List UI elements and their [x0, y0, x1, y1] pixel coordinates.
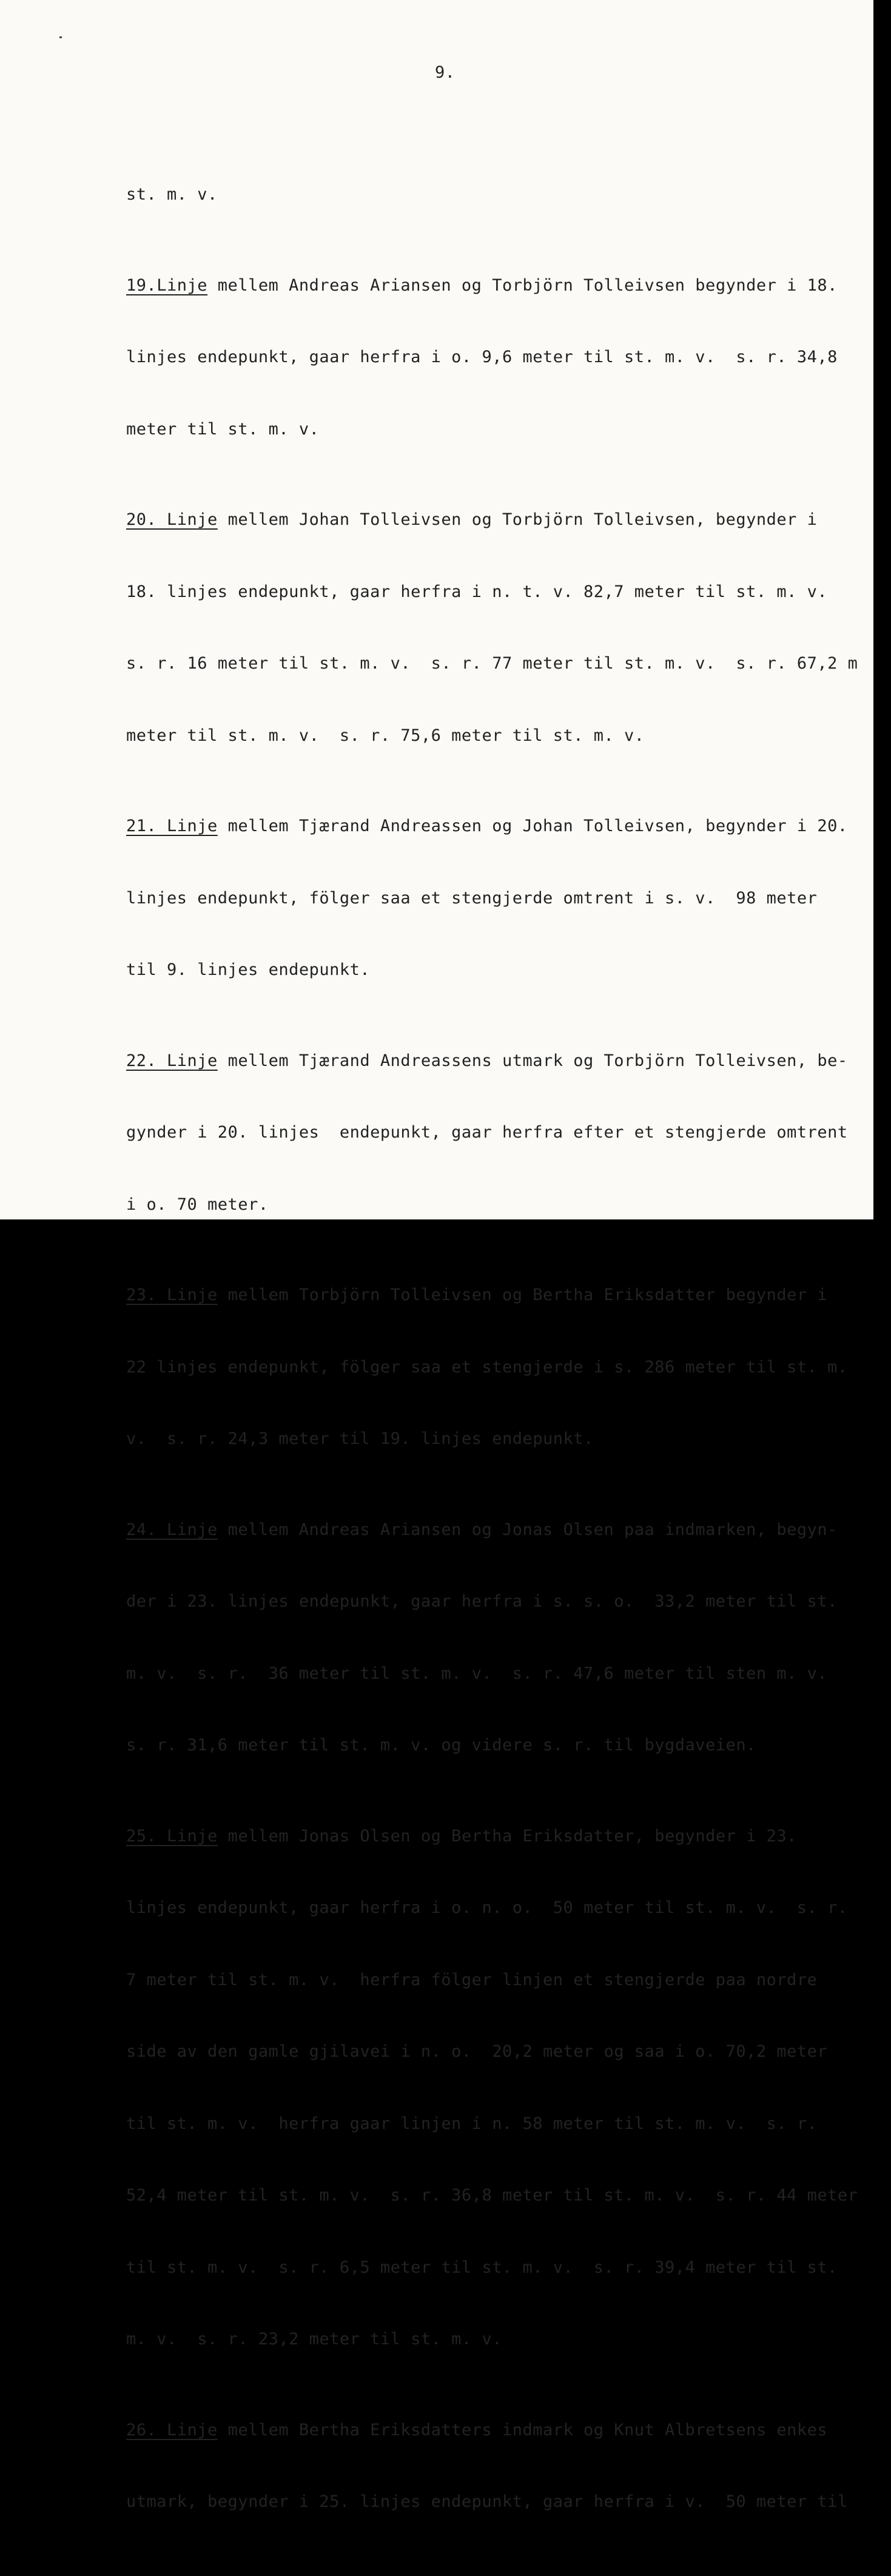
text-line: linjes endepunkt, gaar herfra i o. 9,6 meter til st. m. v. s. r. 34,8	[126, 348, 838, 366]
text-line: 24. Linje mellem Andreas Ariansen og Jonas Olsen paa indmarken, begyn-	[126, 1520, 838, 1539]
text-line: m. v. s. r. 23,2 meter til st. m. v.	[126, 2330, 502, 2348]
text-line: 20. Linje mellem Johan Tolleivsen og Torbjörn Tolleivsen, begynder i	[126, 510, 818, 529]
paper-speck	[59, 36, 62, 38]
text-line: 23. Linje mellem Torbjörn Tolleivsen og Bertha Eriksdatter begynder i	[126, 1286, 828, 1304]
text-line: s. r. 16 meter til st. m. v. s. r. 77 meter til st. m. v. s. r. 67,2 m	[126, 654, 858, 673]
text-line: 22 linjes endepunkt, fölger saa et stengjerde i s. 286 meter til st. m.	[126, 1357, 848, 1377]
text-line: 26. Linje mellem Bertha Eriksdatters indmark og Knut Albretsens enkes	[126, 2420, 828, 2439]
text-line: utmark, begynder i 25. linjes endepunkt, gaar herfra i v. 50 meter til	[126, 2492, 848, 2511]
text-line: til st. m. v. s. r. 6,5 meter til st. m. v. s. r. 39,4 meter til st.	[126, 2257, 838, 2277]
text-line: s. r. 31,6 meter til st. m. v. og videre s. r. til bygdaveien.	[126, 1736, 756, 1755]
text-line: til 9. linjes endepunkt.	[126, 960, 371, 979]
text-line: m. v. s. r. 36 meter til st. m. v. s. r. 47,6 meter til sten m. v.	[126, 1664, 828, 1683]
text-line: st. m. v.	[126, 185, 218, 204]
section-heading: 22. Linje	[126, 1051, 218, 1070]
text-line: meter til st. m. v.	[126, 419, 320, 439]
document-body	[126, 121, 858, 2576]
section-heading: 19.Linje	[126, 275, 208, 295]
text-line: 7 meter til st. m. v. herfra fölger linjen et stengjerde paa nordre	[126, 1970, 818, 1989]
text-line: v. s. r. 24,3 meter til 19. linjes endepunkt.	[126, 1429, 594, 1448]
section-heading: 21. Linje	[126, 817, 218, 835]
text-line: 19.Linje mellem Andreas Ariansen og Torbjörn Tolleivsen begynder i 18.	[126, 275, 838, 295]
text-line: 52,4 meter til st. m. v. s. r. 36,8 meter til st. m. v. s. r. 44 meter	[126, 2186, 858, 2205]
text-line: gynder i 20. linjes endepunkt, gaar herfra efter et stengjerde omtrent	[126, 1123, 848, 1142]
section-heading: 24. Linje	[126, 1520, 218, 1539]
text-line: der i 23. linjes endepunkt, gaar herfra i s. s. o. 33,2 meter til st.	[126, 1592, 838, 1611]
text-line: 25. Linje mellem Jonas Olsen og Bertha Eriksdatter, begynder i 23.	[126, 1826, 797, 1846]
text-line: til st. m. v. herfra gaar linjen i n. 58 meter til st. m. v. s. r.	[126, 2114, 818, 2133]
text-line: side av den gamle gjilavei i n. o. 20,2 meter og saa i o. 70,2 meter	[126, 2042, 828, 2061]
section-heading: 26. Linje	[126, 2420, 218, 2439]
text-line: 18. linjes endepunkt, gaar herfra i n. t. v. 82,7 meter til st. m. v.	[126, 582, 828, 601]
section-heading: 23. Linje	[126, 1286, 218, 1304]
text-line: meter til st. m. v. s. r. 75,6 meter til st. m. v.	[126, 726, 645, 745]
page-number: 9.	[435, 63, 456, 82]
text-line: 22. Linje mellem Tjærand Andreassens utmark og Torbjörn Tolleivsen, be-	[126, 1051, 848, 1070]
text-line: linjes endepunkt, gaar herfra i o. n. o. 50 meter til st. m. v. s. r.	[126, 1898, 848, 1917]
text-line: linjes endepunkt, fölger saa et stengjerde omtrent i s. v. 98 meter	[126, 888, 818, 908]
section-heading: 20. Linje	[126, 510, 218, 529]
section-heading: 25. Linje	[126, 1826, 218, 1846]
text-line: i o. 70 meter.	[126, 1195, 269, 1214]
text-line: 21. Linje mellem Tjærand Andreassen og Johan Tolleivsen, begynder i 20.	[126, 817, 848, 835]
